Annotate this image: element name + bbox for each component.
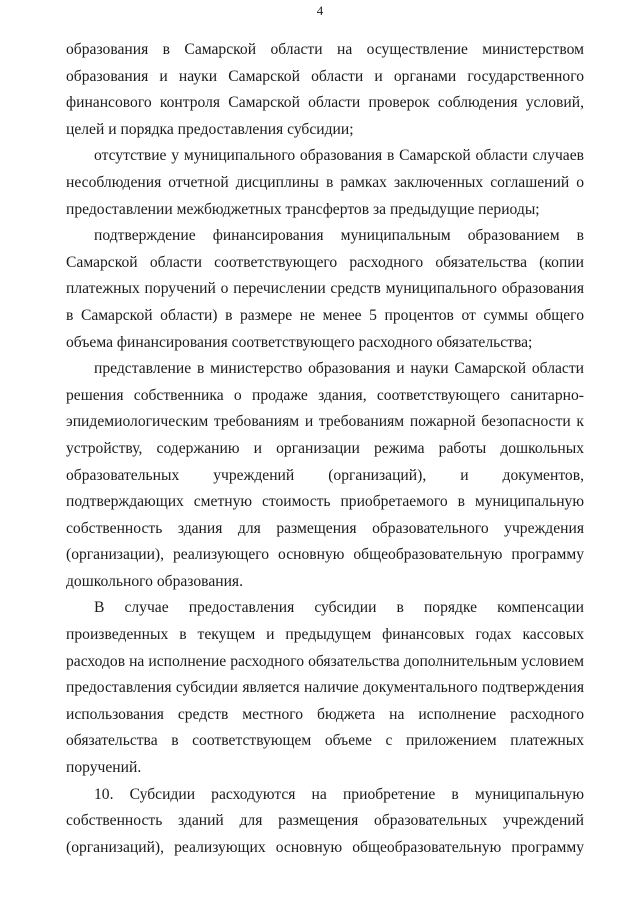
- paragraph-continued: [66, 37, 584, 143]
- paragraph-text: представление в министерство образования и науки Самарской области решения собственника о продаже здания, соответствующего санитарно-эпидемиологическим требованиям и требованиям пожарной безопасности к устройству, содержанию и организации режима работы дошкольных образовательных учреждений (организаций), и документов, подтверждающих сметную стоимость приобретаемого в муниципальную собственность здания для размещения образовательного учреждения (организации), реализующего основную общеобразовательную программу дошкольного образования.: [66, 360, 584, 590]
- paragraph-text: подтверждение финансирования муниципальным образованием в Самарской области соответствующего расходного обязательства (копии платежных поручений о перечислении средств муниципального образования в Самарской области) в размере не менее 5 процентов от суммы общего объема финансирования соответствующего расходного обязательства;: [66, 227, 584, 351]
- paragraph-text: образования в Самарской области на осуществление министерством образования и науки Самарской области и органами государственного финансового контроля Самарской области проверок соблюдения условий, целей и порядка предоставления субсидии;: [66, 41, 584, 138]
- paragraph-text: отсутствие у муниципального образования в Самарской области случаев несоблюдения отчетной дисциплины в рамках заключенных соглашений о предоставлении межбюджетных трансфертов за предыдущие периоды;: [66, 147, 584, 218]
- paragraph-text: 10. Субсидии расходуются на приобретение в муниципальную собственность зданий для размещения образовательных учреждений (организаций), реализующих основную общеобразовательную программу: [66, 785, 584, 856]
- paragraph: [66, 143, 584, 223]
- paragraph: [66, 595, 584, 781]
- page-number: 4: [316, 3, 324, 18]
- paragraph-numbered: [66, 782, 584, 862]
- paragraph-text: В случае предоставления субсидии в порядке компенсации произведенных в текущем и предыдущем финансовых годах кассовых расходов на исполнение расходного обязательства дополнительным условием предоставления субсидии является наличие документального подтверждения использования средств местного бюджета на исполнение расходного обязательства в соответствующем объеме с приложением платежных поручений.: [66, 599, 584, 777]
- paragraph: [66, 223, 584, 356]
- paragraph: [66, 356, 584, 595]
- document-body: [66, 37, 584, 861]
